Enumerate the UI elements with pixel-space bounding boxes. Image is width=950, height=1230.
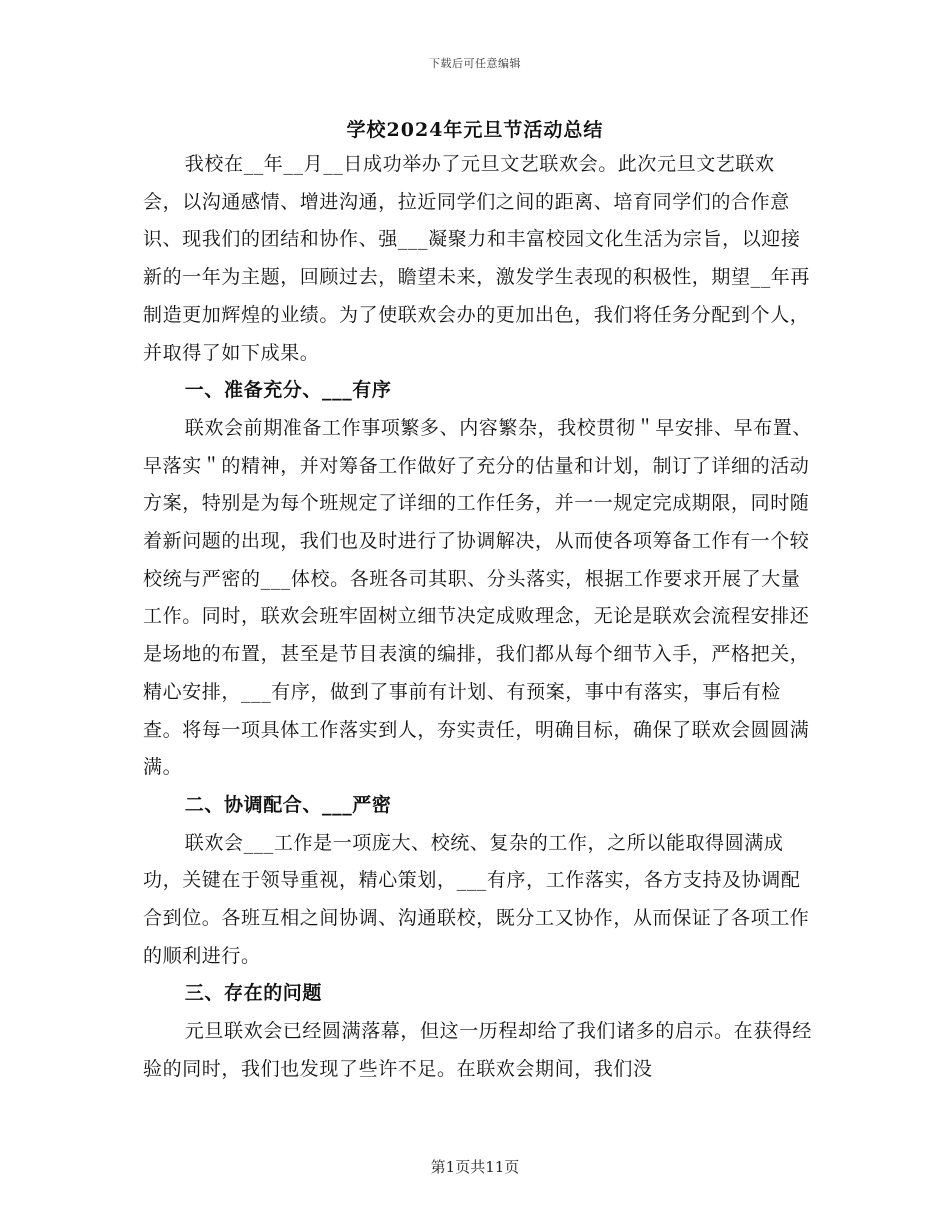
page-footer: 第1页共11页 [430,1158,520,1176]
header-note: 下载后可任意编辑 [429,57,521,70]
paragraph-section-1: 联欢会前期准备工作事项繁多、内容繁杂，我校贯彻＂早安排、早布置、早落实＂的精神，并对筹备工作做好了充分的估量和计划，制订了详细的活动方案，特别是为每个班规定了详细的工作任务，并一一规定完成期限，同时随着新问题的出现，我们也及时进行了协调解决，从而使各项筹备工作有一个较校统与严密的___体校。各班各司其职、分头落实，根据工作要求开展了大量工作。同时，联欢会班牢固树立细节决定成败理念，无论是联欢会流程安排还是场地的布置，甚至是节目表演的编排，我们都从每个细节入手，严格把关，精心安排，___有序，做到了事前有计划、有预案，事中有落实，事后有检查。将每一项具体工作落实到人，夯实责任，明确目标，确保了联欢会圆圆满满。 [143,416,812,779]
section-heading-1: 一、准备充分、___有序 [184,379,392,402]
document-body [143,146,813,1089]
document-title: 学校2024年元旦节活动总结 [346,119,604,141]
paragraph-section-2: 联欢会___工作是一项庞大、校统、复杂的工作，之所以能取得圆满成功，关键在于领导重视，精心策划，___有序，工作落实，各方支持及协调配合到位。各班互相之间协调、沟通联校，既分工又协作，从而保证了各项工作的顺利进行。 [143,831,810,967]
paragraph-section-3: 元旦联欢会已经圆满落幕，但这一历程却给了我们诸多的启示。在获得经验的同时，我们也发现了些许不足。在联欢会期间，我们没 [143,1020,812,1080]
section-heading-3: 三、存在的问题 [184,982,322,1005]
paragraph-intro: 我校在__年__月__日成功举办了元旦文艺联欢会。此次元旦文艺联欢会，以沟通感情、增进沟通，拉近同学们之间的距离、培育同学们的合作意识、现我们的团结和协作、强___凝聚力和丰富校园文化生活为宗旨，以迎接新的一年为主题，回顾过去，瞻望未来，激发学生表现的积极性，期望__年再制造更加辉煌的业绩。为了使联欢会办的更加出色，我们将任务分配到个人，并取得了如下成果。 [143,153,811,364]
section-heading-2: 二、协调配合、___严密 [184,793,392,816]
